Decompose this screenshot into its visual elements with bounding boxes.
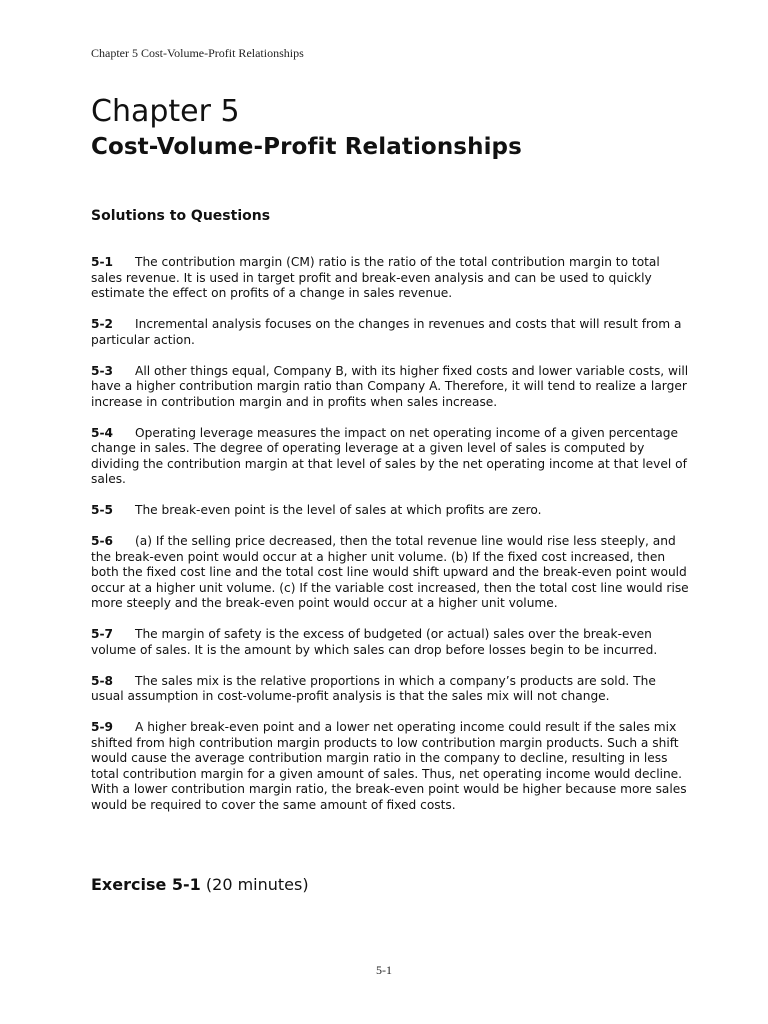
answer-text: The contribution margin (CM) ratio is the ratio of the total contribution margin to total sales revenue. It is used in target profit and break-even analysis and can be used to quickly estimate the effect on profits of a change in sales revenue. — [91, 255, 660, 300]
answer-text: (a) If the selling price decreased, then the total revenue line would rise less steeply, and the break-even point would occur at a higher unit volume. (b) If the fixed cost increased, then both the fixed cost line and the total cost line would shift upward and the break-even point would occur at a higher unit volume. (c) If the variable cost increased, then the total cost line would rise more steeply and the break-even point would occur at a higher unit volume. — [91, 534, 689, 610]
question-number: 5-9 — [91, 720, 114, 734]
answer-5-8 — [91, 674, 689, 705]
question-number: 5-2 — [91, 317, 114, 331]
answer-5-2 — [91, 317, 689, 348]
answers-list — [91, 255, 689, 829]
page-number: 5-1 — [376, 963, 392, 977]
question-number: 5-7 — [91, 627, 114, 641]
answer-5-5 — [91, 503, 689, 519]
question-number: 5-6 — [91, 534, 114, 548]
question-number: 5-4 — [91, 425, 114, 440]
answer-text: All other things equal, Company B, with its higher fixed costs and lower variable costs, will have a higher contribution margin ratio than Company A. Therefore, it will tend to realize a larger increase in contribution margin and in profits when sales increase. — [91, 363, 689, 409]
section-heading: Solutions to Questions — [91, 208, 271, 224]
question-number: 5-5 — [91, 503, 114, 517]
answer-text: The break-even point is the level of sales at which profits are zero. — [135, 503, 542, 517]
answer-5-4 — [91, 426, 689, 488]
answer-text: A higher break-even point and a lower net operating income could result if the sales mix shifted from high contribution margin products to low contribution margin products. Such a shift would cause the average contribution margin ratio in the company to decline, resulting in less total contribution margin for a given amount of sales. Thus, net operating income would decline. With a lower contribution margin ratio, the break-even point would be higher because more sales would be required to cover the same amount of fixed costs. — [91, 720, 687, 812]
answer-text: The sales mix is the relative proportions in which a company’s products are sold. The usual assumption in cost-volume-profit analysis is that the sales mix will not change. — [91, 673, 656, 703]
question-number: 5-1 — [91, 255, 114, 269]
answer-5-3 — [91, 364, 689, 411]
chapter-title: Cost-Volume-Profit Relationships — [91, 134, 522, 160]
chapter-number: Chapter 5 — [91, 94, 240, 129]
exercise-heading — [91, 874, 309, 896]
answer-5-1 — [91, 255, 689, 302]
exercise-label: Exercise 5-1 — [91, 875, 201, 894]
answer-5-6 — [91, 534, 689, 612]
answer-text: Incremental analysis focuses on the changes in revenues and costs that will result from a particular action. — [91, 317, 682, 347]
running-header: Chapter 5 Cost-Volume-Profit Relationships — [91, 46, 304, 60]
answer-5-7 — [91, 627, 689, 658]
answer-5-9 — [91, 720, 689, 813]
question-number: 5-8 — [91, 673, 114, 688]
answer-text: The margin of safety is the excess of budgeted (or actual) sales over the break-even volume of sales. It is the amount by which sales can drop before losses begin to be incurred. — [91, 627, 658, 657]
question-number: 5-3 — [91, 363, 114, 378]
answer-text: Operating leverage measures the impact on net operating income of a given percentage change in sales. The degree of operating leverage at a given level of sales is computed by dividing the contribution margin at that level of sales by the net operating income at that level of sales. — [91, 425, 687, 486]
exercise-duration: (20 minutes) — [205, 875, 309, 894]
